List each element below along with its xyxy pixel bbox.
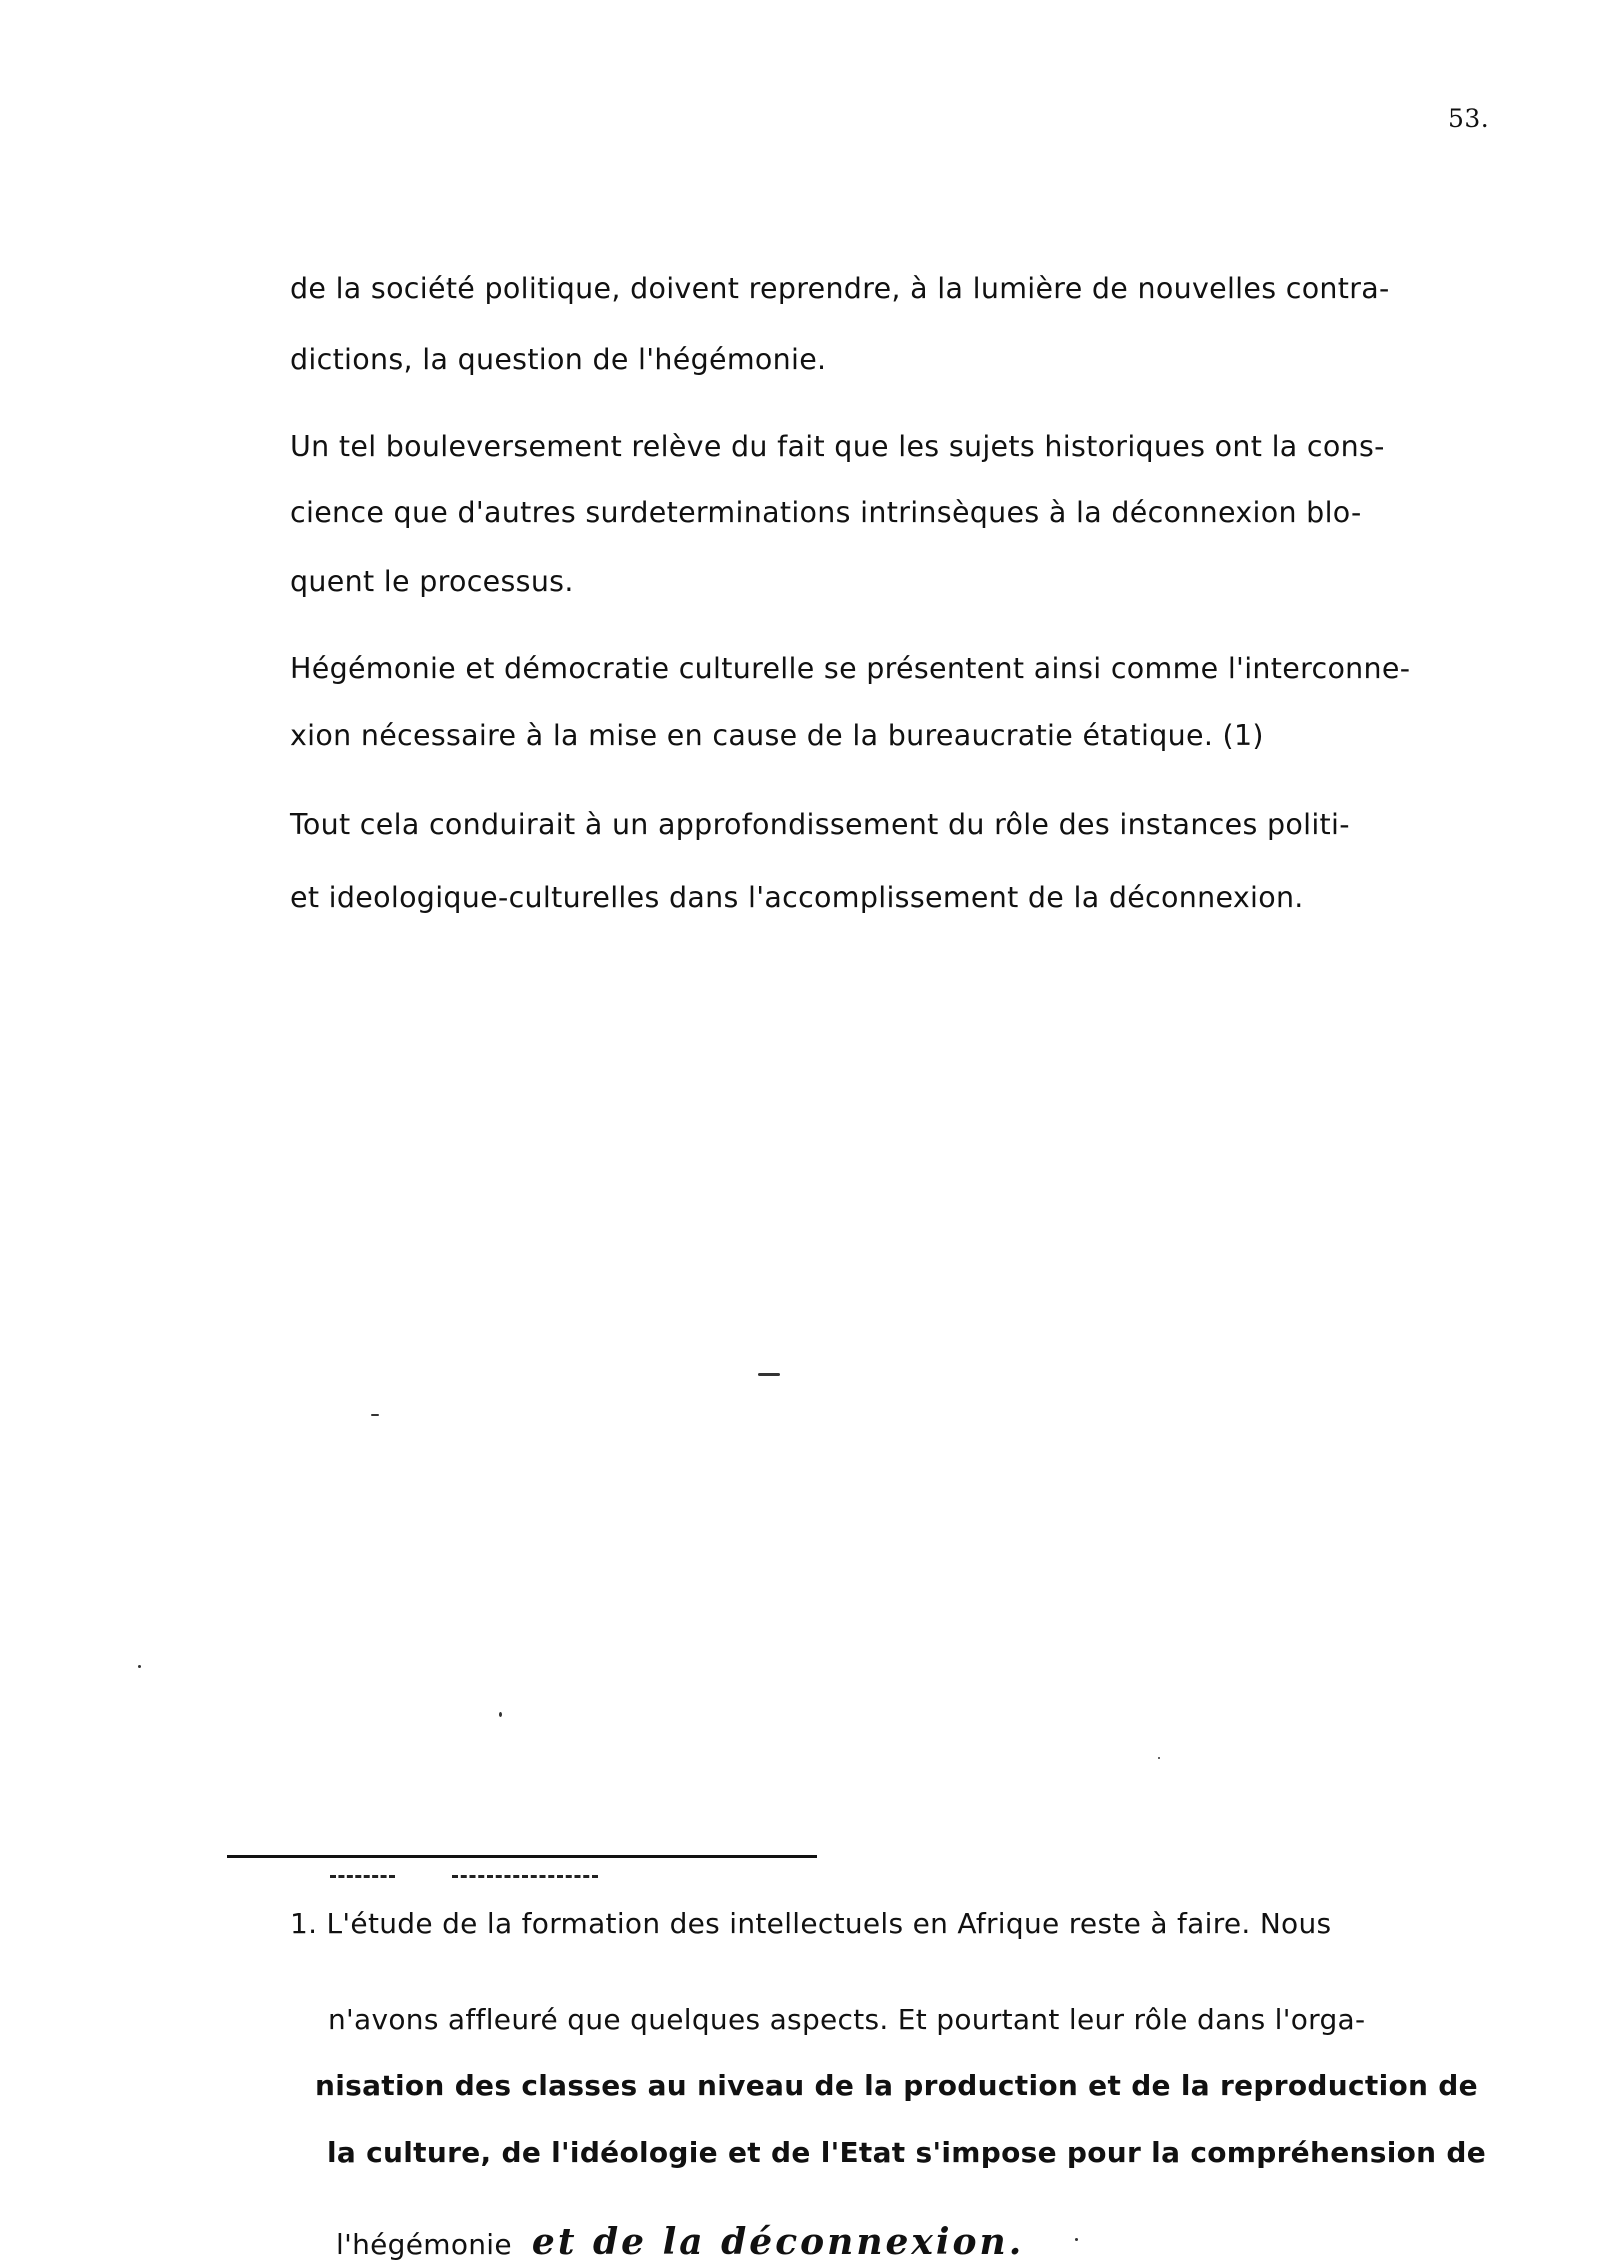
page-number: 53. xyxy=(1448,104,1490,133)
body-line-9: et ideologique-culturelles dans l'accomplissement de la déconnexion. xyxy=(290,881,1304,914)
footnote-line-4: la culture, de l'idéologie et de l'Etat s'impose pour la compréhension de xyxy=(327,2136,1487,2169)
body-line-5: quent le processus. xyxy=(290,565,574,598)
footnote-separator-dashes xyxy=(330,1875,395,1881)
scan-mark xyxy=(499,1712,502,1717)
body-line-6: Hégémonie et démocratie culturelle se présentent ainsi comme l'interconne- xyxy=(290,652,1411,685)
body-line-7: xion nécessaire à la mise en cause de la bureaucratie étatique. (1) xyxy=(290,719,1264,752)
body-line-3: Un tel bouleversement relève du fait que les sujets historiques ont la cons- xyxy=(290,430,1385,463)
footnote-line-1: 1. L'étude de la formation des intellectuels en Afrique reste à faire. Nous xyxy=(290,1907,1332,1940)
body-line-1: de la société politique, doivent reprendre, à la lumière de nouvelles contra- xyxy=(290,272,1390,305)
scan-mark xyxy=(1158,1757,1160,1759)
footnote-separator-dashes xyxy=(452,1875,598,1881)
scan-mark xyxy=(371,1414,379,1416)
footnote-line-5-text: l'hégémonie xyxy=(336,2228,512,2261)
body-line-2: dictions, la question de l'hégémonie. xyxy=(290,343,827,376)
footnote-line-3: nisation des classes au niveau de la production et de la reproduction de xyxy=(315,2069,1478,2102)
scan-mark xyxy=(1075,2238,1078,2241)
footnote-separator xyxy=(227,1855,817,1858)
handwritten-addition: et de la déconnexion. xyxy=(531,2221,1025,2263)
body-line-8: Tout cela conduirait à un approfondissement du rôle des instances politi- xyxy=(290,808,1350,841)
scan-mark xyxy=(138,1665,141,1668)
body-line-4: cience que d'autres surdeterminations intrinsèques à la déconnexion blo- xyxy=(290,496,1362,529)
footnote-line-2: n'avons affleuré que quelques aspects. Et pourtant leur rôle dans l'orga- xyxy=(328,2003,1366,2036)
footnote-line-5 xyxy=(336,2221,1024,2263)
scan-mark xyxy=(758,1373,780,1376)
